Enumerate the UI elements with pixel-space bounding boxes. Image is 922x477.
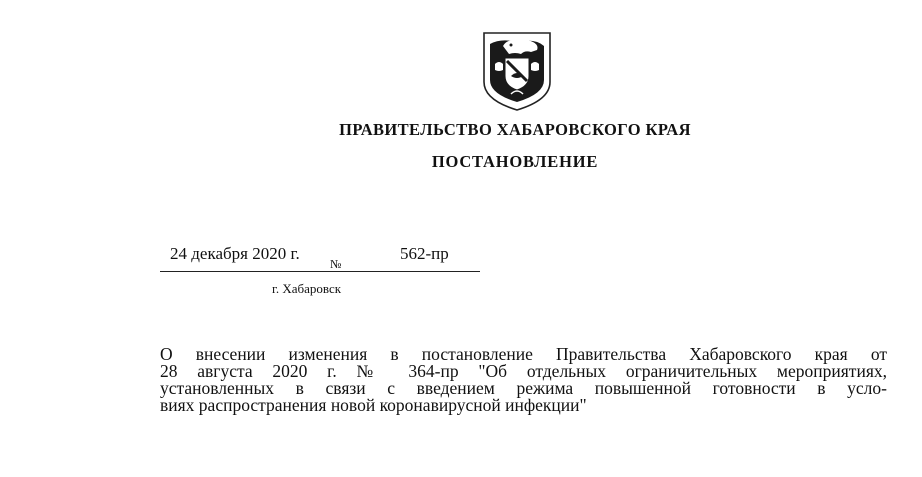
government-title: ПРАВИТЕЛЬСТВО ХАБАРОВСКОГО КРАЯ: [339, 120, 691, 139]
subject-line: 28 августа 2020 г. № 364-пр "Об отдельных ограничительных мероприятиях,: [160, 361, 887, 381]
subject-line: О внесении изменения в постановление Правительства Хабаровского края от: [160, 344, 887, 364]
document-type: ПОСТАНОВЛЕНИЕ: [431, 152, 599, 171]
khabarovsk-coat-of-arms-icon: [481, 30, 553, 112]
number-sign: №: [330, 257, 342, 271]
document-date: 24 декабря 2020 г.: [170, 244, 300, 263]
document-number: 562-пр: [400, 244, 449, 263]
subject-line: установленных в связи с введением режима повышенной готовности в усло-: [160, 378, 887, 398]
subject-line: виях распространения новой коронавирусной инфекции": [160, 395, 587, 415]
registration-underline: [160, 271, 480, 272]
document-subject: [160, 346, 887, 414]
document-city: г. Хабаровск: [272, 281, 342, 296]
